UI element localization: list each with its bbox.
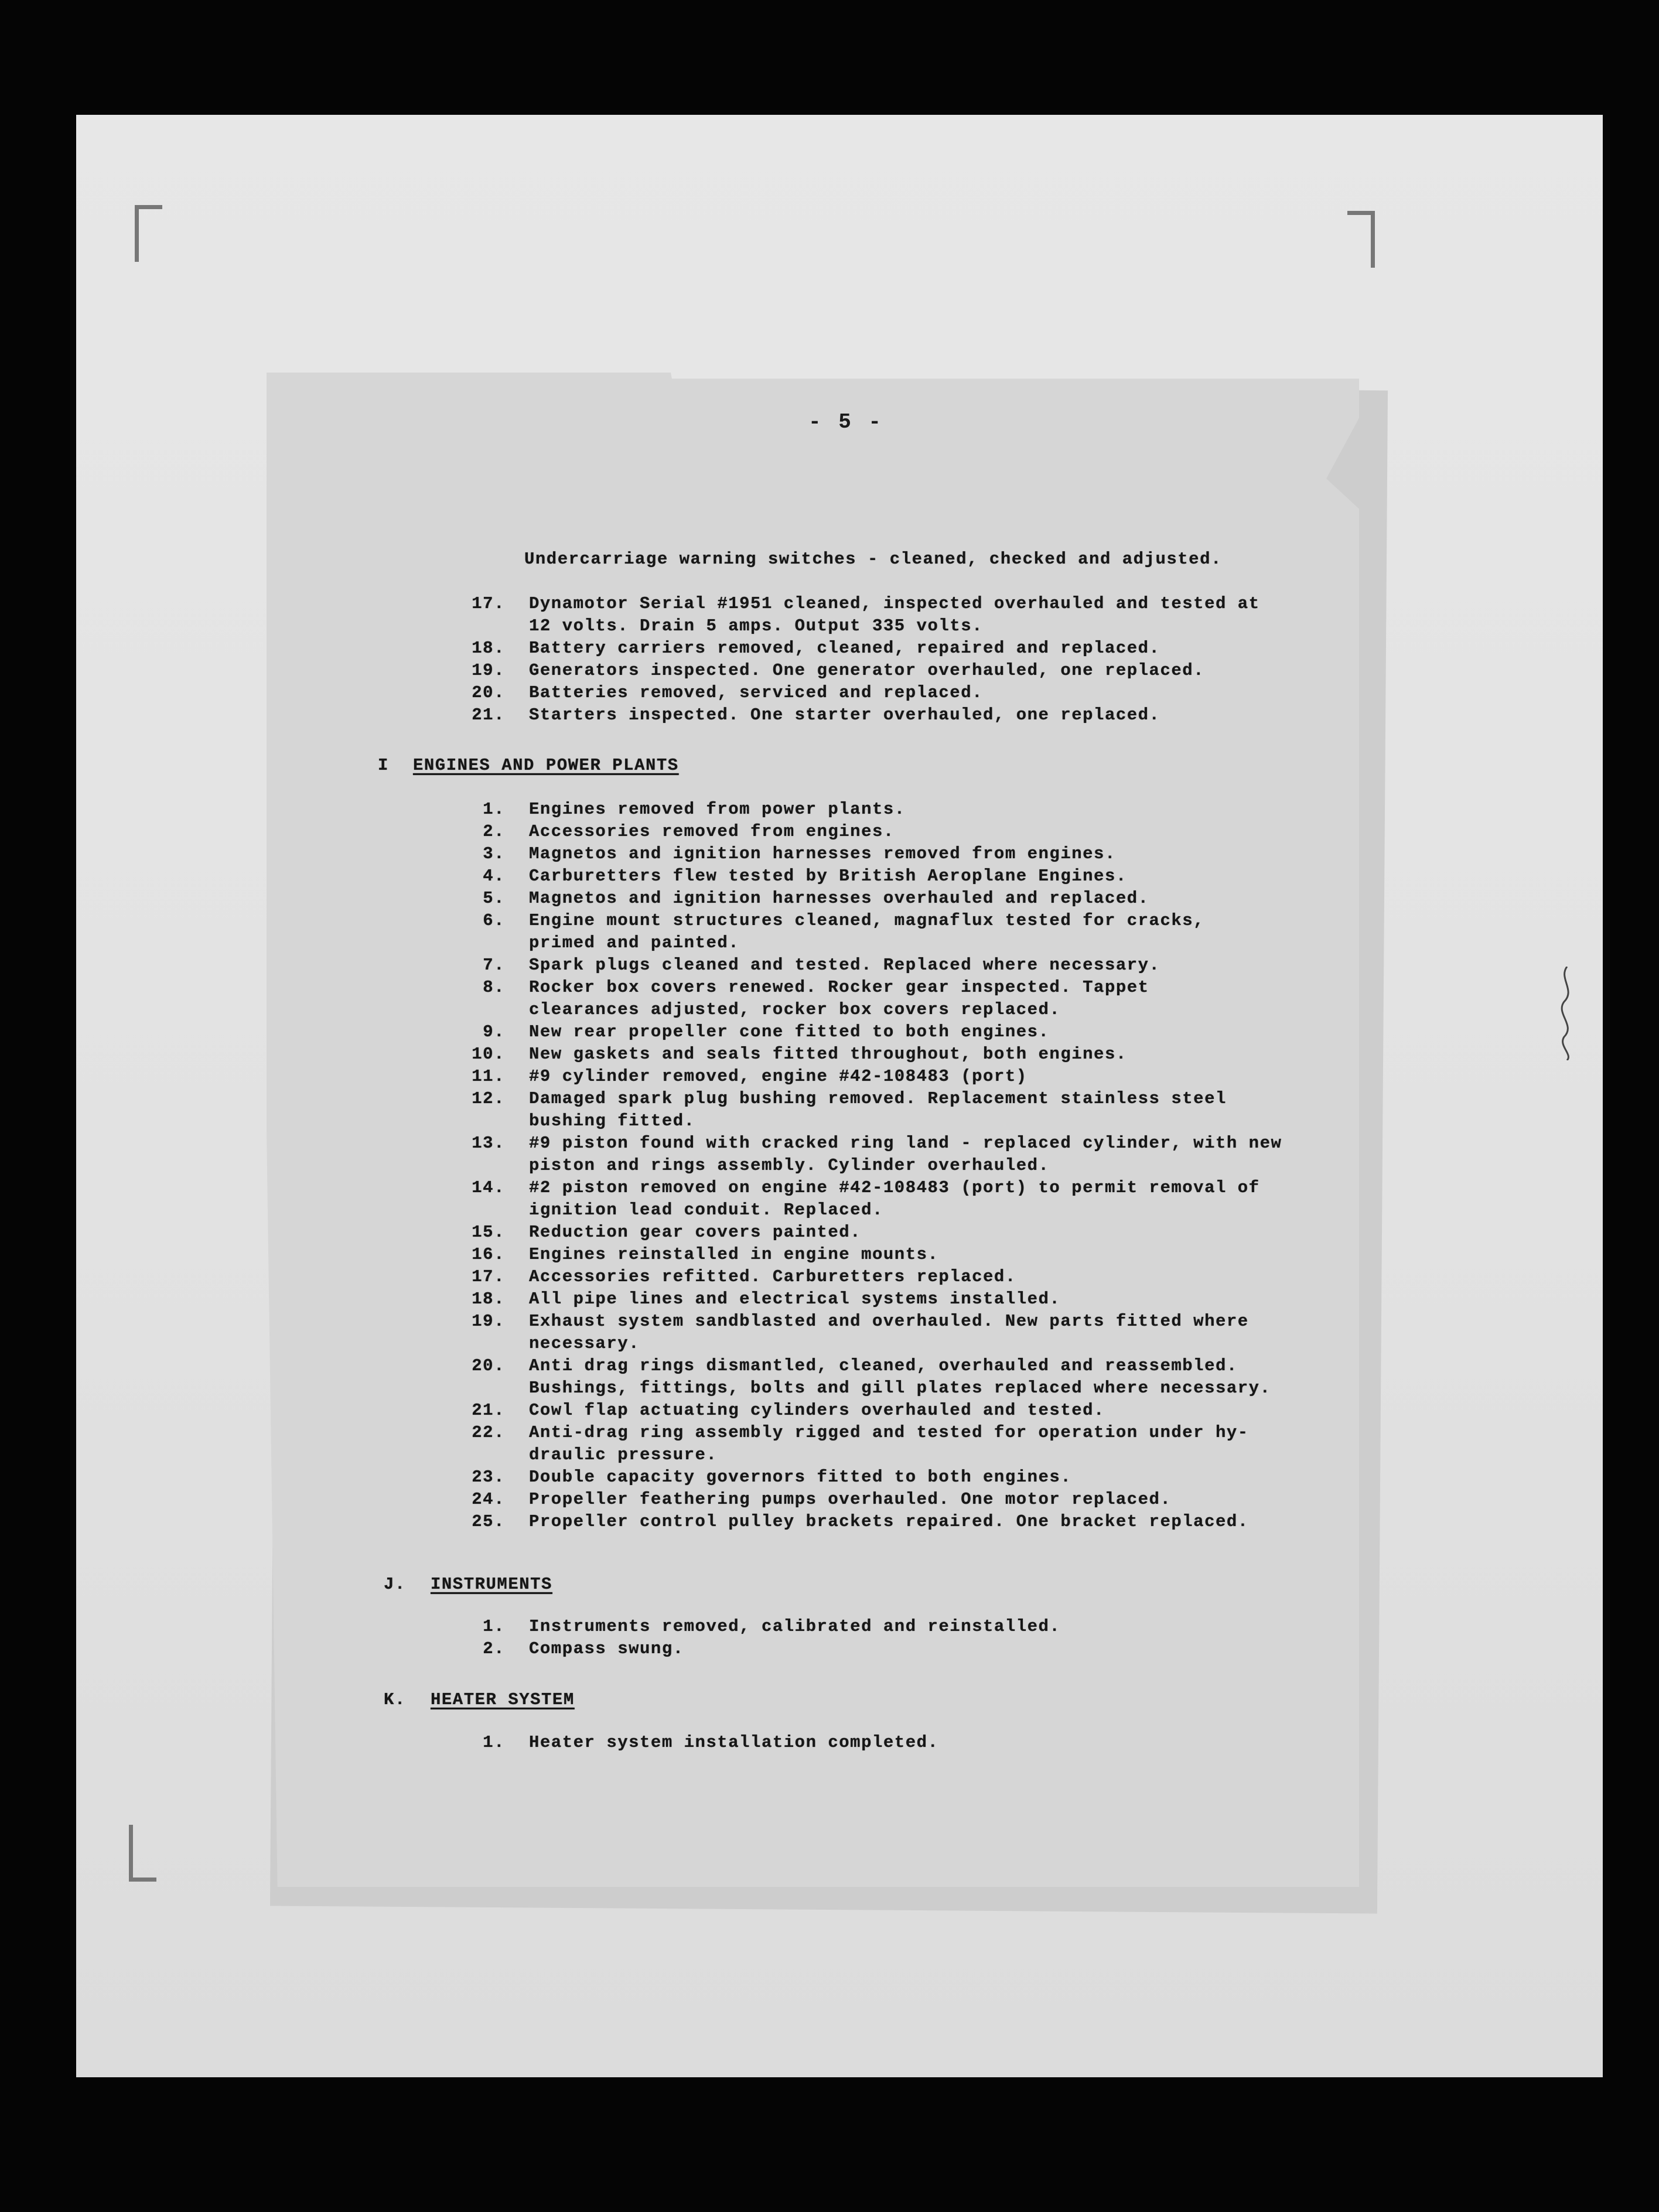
item-text: draulic pressure. <box>529 1445 718 1465</box>
section-title: HEATER SYSTEM <box>431 1690 575 1709</box>
item-number: 13. <box>472 1134 505 1153</box>
item-text: Cowl flap actuating cylinders overhauled and tested. <box>529 1401 1105 1420</box>
item-number: 23. <box>472 1467 505 1487</box>
item-number: 22. <box>472 1423 505 1442</box>
item-number: 20. <box>472 683 505 702</box>
item-text: Instruments removed, calibrated and reinstalled. <box>529 1617 1061 1636</box>
item-number: 2. <box>483 1639 505 1658</box>
item-number: 21. <box>472 705 505 725</box>
item-number: 11. <box>472 1067 505 1086</box>
item-text: Bushings, fittings, bolts and gill plates replaced where necessary. <box>529 1378 1271 1398</box>
item-text: Accessories refitted. Carburetters replaced. <box>529 1267 1016 1286</box>
item-number: 16. <box>472 1245 505 1264</box>
item-text: #9 cylinder removed, engine #42-108483 (port) <box>529 1067 1028 1086</box>
item-text: Anti drag rings dismantled, cleaned, overhauled and reassembled. <box>529 1356 1238 1375</box>
item-text: Magnetos and ignition harnesses removed from engines. <box>529 844 1116 863</box>
item-number: 19. <box>472 661 505 680</box>
item-number: 1. <box>483 800 505 819</box>
item-text: All pipe lines and electrical systems installed. <box>529 1289 1061 1309</box>
item-number: 17. <box>472 594 505 613</box>
intro-line: Undercarriage warning switches - cleaned, checked and adjusted. <box>524 549 1222 569</box>
item-number: 8. <box>483 978 505 997</box>
item-text: Damaged spark plug bushing removed. Replacement stainless steel <box>529 1089 1227 1108</box>
item-text: Rocker box covers renewed. Rocker gear inspected. Tappet <box>529 978 1149 997</box>
item-text: Heater system installation completed. <box>529 1733 939 1752</box>
item-number: 18. <box>472 639 505 658</box>
item-text: Magnetos and ignition harnesses overhauled and replaced. <box>529 889 1149 908</box>
item-text: Generators inspected. One generator overhauled, one replaced. <box>529 661 1205 680</box>
item-number: 20. <box>472 1356 505 1375</box>
item-text: piston and rings assembly. Cylinder overhauled. <box>529 1156 1050 1175</box>
item-number: 14. <box>472 1178 505 1197</box>
crop-mark-bottom-left <box>129 1825 156 1882</box>
item-text: Accessories removed from engines. <box>529 822 895 841</box>
item-number: 18. <box>472 1289 505 1309</box>
section-title: INSTRUMENTS <box>431 1575 552 1594</box>
item-text: Exhaust system sandblasted and overhauled. New parts fitted where <box>529 1312 1249 1331</box>
item-text: 12 volts. Drain 5 amps. Output 335 volts. <box>529 616 984 636</box>
item-text: primed and painted. <box>529 933 740 953</box>
item-text: Anti-drag ring assembly rigged and tested for operation under hy- <box>529 1423 1249 1442</box>
margin-pencil-mark <box>1555 967 1579 1060</box>
item-number: 7. <box>483 955 505 975</box>
item-text: clearances adjusted, rocker box covers replaced. <box>529 1000 1061 1019</box>
item-text: New rear propeller cone fitted to both engines. <box>529 1022 1050 1042</box>
item-text: New gaskets and seals fitted throughout, both engines. <box>529 1044 1127 1064</box>
item-text: Engines removed from power plants. <box>529 800 906 819</box>
item-text: Batteries removed, serviced and replaced. <box>529 683 984 702</box>
item-text: necessary. <box>529 1334 640 1353</box>
item-text: bushing fitted. <box>529 1111 695 1131</box>
crop-mark-top-left <box>135 205 162 262</box>
item-number: 1. <box>483 1617 505 1636</box>
item-text: ignition lead conduit. Replaced. <box>529 1200 883 1220</box>
item-text: Engine mount structures cleaned, magnaflux tested for cracks, <box>529 911 1205 930</box>
section-letter: I <box>378 756 389 775</box>
item-number: 24. <box>472 1490 505 1509</box>
item-number: 19. <box>472 1312 505 1331</box>
item-number: 1. <box>483 1733 505 1752</box>
section-letter: J. <box>384 1575 406 1594</box>
crop-mark-top-right <box>1347 211 1375 268</box>
item-number: 6. <box>483 911 505 930</box>
item-text: #2 piston removed on engine #42-108483 (port) to permit removal of <box>529 1178 1260 1197</box>
item-text: Double capacity governors fitted to both engines. <box>529 1467 1072 1487</box>
item-number: 17. <box>472 1267 505 1286</box>
item-number: 3. <box>483 844 505 863</box>
item-number: 15. <box>472 1223 505 1242</box>
item-text: Dynamotor Serial #1951 cleaned, inspected overhauled and tested at <box>529 594 1260 613</box>
item-number: 21. <box>472 1401 505 1420</box>
section-title: ENGINES AND POWER PLANTS <box>413 756 679 775</box>
item-text: Carburetters flew tested by British Aeroplane Engines. <box>529 866 1127 886</box>
item-number: 5. <box>483 889 505 908</box>
item-text: Battery carriers removed, cleaned, repaired and replaced. <box>529 639 1160 658</box>
item-text: Reduction gear covers painted. <box>529 1223 862 1242</box>
item-number: 9. <box>483 1022 505 1042</box>
item-number: 10. <box>472 1044 505 1064</box>
item-text: #9 piston found with cracked ring land - replaced cylinder, with new <box>529 1134 1282 1153</box>
item-number: 12. <box>472 1089 505 1108</box>
item-text: Compass swung. <box>529 1639 684 1658</box>
item-text: Propeller feathering pumps overhauled. One motor replaced. <box>529 1490 1172 1509</box>
item-text: Spark plugs cleaned and tested. Replaced where necessary. <box>529 955 1160 975</box>
item-number: 2. <box>483 822 505 841</box>
section-letter: K. <box>384 1690 406 1709</box>
item-text: Propeller control pulley brackets repaired. One bracket replaced. <box>529 1512 1249 1531</box>
item-number: 4. <box>483 866 505 886</box>
item-text: Starters inspected. One starter overhauled, one replaced. <box>529 705 1160 725</box>
item-number: 25. <box>472 1512 505 1531</box>
page-number: - 5 - <box>808 410 884 434</box>
item-text: Engines reinstalled in engine mounts. <box>529 1245 939 1264</box>
